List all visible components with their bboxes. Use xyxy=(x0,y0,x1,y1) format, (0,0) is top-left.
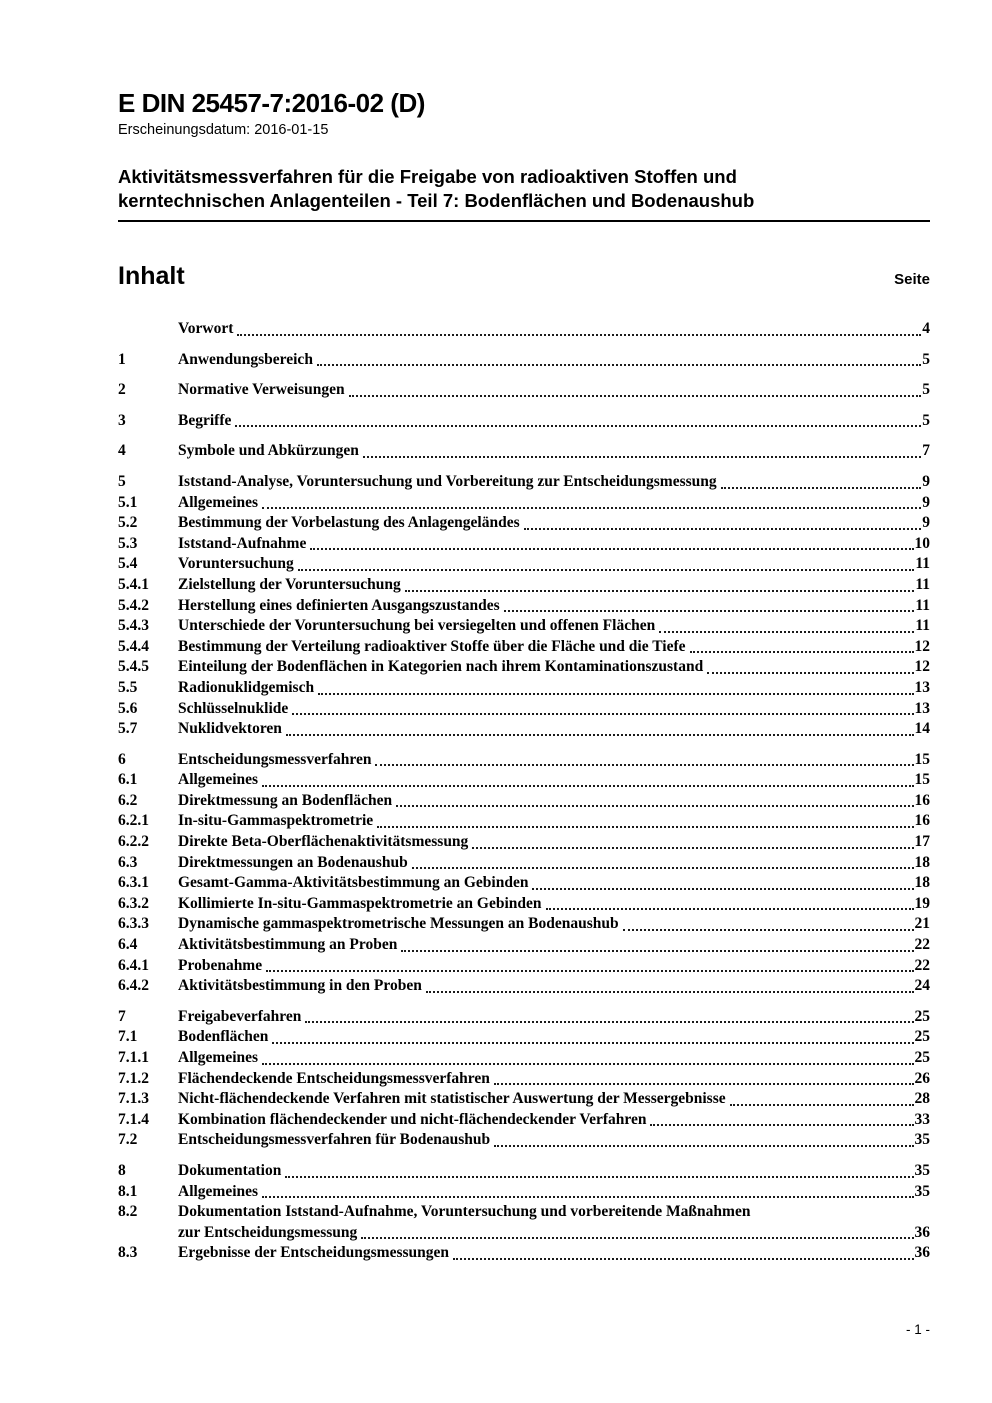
toc-entry-title: Nuklidvektoren xyxy=(178,720,282,738)
toc-dot-leader xyxy=(650,1110,913,1127)
toc-entry-page: 11 xyxy=(915,596,930,614)
toc-dot-leader xyxy=(262,770,913,787)
toc-entry-page: 22 xyxy=(914,936,930,954)
toc-entry-number: 6.3.3 xyxy=(118,915,149,933)
toc-entry-title: Entscheidungsmessverfahren xyxy=(178,750,372,768)
toc-row[interactable] xyxy=(118,1182,930,1203)
toc-row[interactable] xyxy=(118,750,930,771)
toc-entry-page: 13 xyxy=(914,699,930,717)
toc-entry-title: Kollimierte In-situ-Gammaspektrometrie an Gebinden xyxy=(178,894,542,912)
toc-dot-leader xyxy=(361,1223,913,1240)
toc-dot-leader xyxy=(375,750,913,767)
toc-entry-title: Dynamische gammaspektrometrische Messungen an Bodenaushub xyxy=(178,915,619,933)
toc-entry-title: Gesamt-Gamma-Aktivitätsbestimmung an Gebinden xyxy=(178,874,529,892)
toc-entry-number: 1 xyxy=(118,350,126,368)
toc-row[interactable] xyxy=(118,719,930,740)
toc-row[interactable] xyxy=(118,1027,930,1048)
toc-entry-page: 26 xyxy=(914,1069,930,1087)
toc-dot-leader xyxy=(494,1130,913,1147)
toc-dot-leader xyxy=(453,1243,913,1260)
toc-entry-title: Vorwort xyxy=(178,320,234,337)
toc-row[interactable] xyxy=(118,873,930,894)
toc-entry-number: 6.4.1 xyxy=(118,956,149,974)
toc-entry-number: 6.1 xyxy=(118,771,138,789)
toc-entry-page: 15 xyxy=(914,750,930,768)
toc-entry-page: 18 xyxy=(914,874,930,892)
toc-entry-title: Freigabeverfahren xyxy=(178,1007,302,1025)
toc-entry-title: Bestimmung der Verteilung radioaktiver Stoffe über die Fläche und die Tiefe xyxy=(178,637,686,655)
toc-row[interactable] xyxy=(118,1048,930,1069)
toc-entry-page: 5 xyxy=(922,350,930,368)
toc-entry-title: In-situ-Gammaspektrometrie xyxy=(178,812,374,830)
toc-entry-title: Direktmessungen an Bodenaushub xyxy=(178,853,408,871)
publication-date: Erscheinungsdatum: 2016-01-15 xyxy=(118,122,329,138)
toc-heading: Inhalt xyxy=(118,262,185,290)
toc-entry-number: 6.2 xyxy=(118,791,138,809)
toc-entry-number: 8.1 xyxy=(118,1182,138,1200)
toc-dot-leader xyxy=(266,956,913,973)
toc-entry-number: 6.4 xyxy=(118,936,138,954)
footer-page-indicator: - 1 - xyxy=(905,1322,930,1337)
toc-dot-leader xyxy=(272,1027,913,1044)
toc-row[interactable] xyxy=(118,380,930,401)
toc-entry-title: Aktivitätsbestimmung an Proben xyxy=(178,936,398,954)
toc-entry-title: Normative Verweisungen xyxy=(178,381,345,399)
toc-entry-number: 5.4.1 xyxy=(118,575,149,593)
toc-entry-number: 5 xyxy=(118,472,126,490)
toc-dot-leader xyxy=(730,1089,914,1106)
toc-entry-page: 9 xyxy=(922,472,930,490)
toc-entry-number: 6.3 xyxy=(118,853,138,871)
toc-header xyxy=(118,262,930,291)
toc-entry-title: Allgemeines xyxy=(178,493,259,511)
document-title xyxy=(118,165,930,222)
toc-dot-leader xyxy=(262,493,921,510)
toc-dot-leader xyxy=(235,411,921,428)
toc-dot-leader xyxy=(532,873,913,890)
toc-dot-leader xyxy=(504,596,915,613)
toc-entry-number: 5.4.5 xyxy=(118,658,149,676)
toc-entry-title: Dokumentation xyxy=(178,1161,282,1179)
toc-entry-page: 21 xyxy=(914,915,930,933)
toc-entry-page: 16 xyxy=(914,791,930,809)
toc-entry-title: Iststand-Analyse, Voruntersuchung und Vorbereitung zur Entscheidungsmessung xyxy=(178,472,717,490)
toc-entry-number xyxy=(118,1223,178,1244)
toc-dot-leader xyxy=(721,472,922,489)
toc-dot-leader xyxy=(310,534,913,551)
toc-entry-page: 35 xyxy=(914,1131,930,1149)
toc-entry-page: 18 xyxy=(914,853,930,871)
toc-dot-leader xyxy=(349,380,922,397)
toc-row[interactable] xyxy=(118,554,930,575)
toc-dot-leader xyxy=(237,319,921,336)
toc-entry-page: 13 xyxy=(914,678,930,696)
toc-entry-number: 5.6 xyxy=(118,699,138,717)
toc-entry-number: 4 xyxy=(118,442,126,460)
toc-row[interactable] xyxy=(118,637,930,658)
toc-entry-number: 7.1.3 xyxy=(118,1090,149,1108)
toc-row[interactable] xyxy=(118,832,930,853)
toc-row[interactable] xyxy=(118,811,930,832)
toc-entry-number: 2 xyxy=(118,381,126,399)
toc-dot-leader xyxy=(412,853,914,870)
toc-row[interactable] xyxy=(118,935,930,956)
toc-row[interactable] xyxy=(118,1110,930,1131)
toc-entry-page: 15 xyxy=(914,771,930,789)
toc-entry-page: 11 xyxy=(915,575,930,593)
toc-entry-page: 19 xyxy=(914,894,930,912)
toc-entry-title: Einteilung der Bodenflächen in Kategorien nach ihrem Kontaminationszustand xyxy=(178,658,704,676)
toc-entry-title: Kombination flächendeckender und nicht-flächendeckender Verfahren xyxy=(178,1110,647,1128)
toc-entry-number: 5.4 xyxy=(118,555,138,573)
toc-entry-title: Flächendeckende Entscheidungsmessverfahren xyxy=(178,1069,490,1087)
toc-row[interactable] xyxy=(118,1007,930,1028)
toc-dot-leader xyxy=(396,791,913,808)
toc-entry-number: 7.1 xyxy=(118,1028,138,1046)
toc-dot-leader xyxy=(317,350,921,367)
toc-entry-title: Radionuklidgemisch xyxy=(178,678,315,696)
toc-row[interactable] xyxy=(118,1130,930,1151)
toc-row[interactable] xyxy=(118,976,930,997)
toc-list xyxy=(118,319,930,1264)
toc-entry-page: 36 xyxy=(914,1223,930,1241)
toc-entry-title: Nicht-flächendeckende Verfahren mit statistischer Auswertung der Messergebnisse xyxy=(178,1090,726,1108)
toc-entry-page: 35 xyxy=(914,1182,930,1200)
toc-row[interactable] xyxy=(118,1243,930,1264)
toc-entry-page: 16 xyxy=(914,812,930,830)
toc-dot-leader xyxy=(285,1161,913,1178)
toc-entry-number: 7.2 xyxy=(118,1131,138,1149)
toc-entry-page: 12 xyxy=(914,658,930,676)
toc-row[interactable] xyxy=(118,1202,930,1223)
toc-entry-title: Dokumentation Iststand-Aufnahme, Voruntersuchung und vorbereitende Maßnahmen xyxy=(178,1203,751,1221)
toc-entry-title: Bodenflächen xyxy=(178,1028,269,1046)
toc-entry-number xyxy=(118,319,178,340)
toc-entry-number: 5.4.2 xyxy=(118,596,149,614)
toc-entry-number: 5.1 xyxy=(118,493,138,511)
toc-entry-page: 28 xyxy=(914,1090,930,1108)
toc-entry-title: Ergebnisse der Entscheidungsmessungen xyxy=(178,1244,450,1262)
toc-entry-number: 6.2.1 xyxy=(118,812,149,830)
toc-entry-page: 12 xyxy=(914,637,930,655)
toc-entry-title: Anwendungsbereich xyxy=(178,350,313,368)
toc-entry-page: 11 xyxy=(915,555,930,573)
document-title-line2: kerntechnischen Anlagenteilen - Teil 7: Bodenflächen und Bodenaushub xyxy=(118,190,755,211)
toc-entry-number: 6.3.1 xyxy=(118,874,149,892)
toc-entry-number: 6.3.2 xyxy=(118,894,149,912)
toc-row[interactable] xyxy=(118,596,930,617)
toc-row[interactable] xyxy=(118,513,930,534)
toc-entry-page: 5 xyxy=(922,411,930,429)
toc-entry-page: 9 xyxy=(922,514,930,532)
toc-entry-page: 35 xyxy=(914,1161,930,1179)
toc-entry-title: Unterschiede der Voruntersuchung bei versiegelten und offenen Flächen xyxy=(178,617,656,635)
toc-dot-leader xyxy=(305,1007,913,1024)
toc-row[interactable] xyxy=(118,678,930,699)
toc-dot-leader xyxy=(292,699,913,716)
toc-entry-page: 11 xyxy=(915,617,930,635)
toc-dot-leader xyxy=(472,832,913,849)
toc-entry-page: 33 xyxy=(914,1110,930,1128)
toc-dot-leader xyxy=(524,513,922,530)
toc-entry-number: 6 xyxy=(118,750,126,768)
toc-entry-title: zur Entscheidungsmessung xyxy=(178,1223,358,1241)
toc-entry-page: 24 xyxy=(914,977,930,995)
toc-row[interactable] xyxy=(118,319,930,340)
toc-row[interactable] xyxy=(118,534,930,555)
toc-row[interactable] xyxy=(118,472,930,493)
toc-dot-leader xyxy=(262,1048,913,1065)
toc-dot-leader xyxy=(707,657,913,674)
toc-entry-page: 25 xyxy=(914,1028,930,1046)
toc-entry-page: 10 xyxy=(914,534,930,552)
toc-entry-number: 3 xyxy=(118,411,126,429)
toc-entry-number: 8.2 xyxy=(118,1203,138,1221)
toc-entry-number: 5.3 xyxy=(118,534,138,552)
toc-row[interactable] xyxy=(118,350,930,371)
toc-row[interactable] xyxy=(118,411,930,432)
toc-entry-number: 5.4.3 xyxy=(118,617,149,635)
toc-dot-leader xyxy=(262,1182,913,1199)
toc-entry-title: Begriffe xyxy=(178,411,232,429)
toc-entry-title: Schlüsselnuklide xyxy=(178,699,289,717)
toc-dot-leader xyxy=(546,894,914,911)
toc-entry-title: Herstellung eines definierten Ausgangszustandes xyxy=(178,596,500,614)
toc-dot-leader xyxy=(494,1069,914,1086)
document-title-line1: Aktivitätsmessverfahren für die Freigabe von radioaktiven Stoffen und xyxy=(118,166,737,187)
toc-entry-title: Voruntersuchung xyxy=(178,555,294,573)
toc-entry-page: 25 xyxy=(914,1007,930,1025)
toc-dot-leader xyxy=(405,575,915,592)
toc-row[interactable] xyxy=(118,1161,930,1182)
toc-dot-leader xyxy=(377,811,913,828)
toc-entry-page: 5 xyxy=(922,381,930,399)
toc-dot-leader xyxy=(623,914,914,931)
toc-row[interactable] xyxy=(118,657,930,678)
toc-dot-leader xyxy=(401,935,913,952)
toc-row[interactable] xyxy=(118,575,930,596)
toc-row[interactable] xyxy=(118,1069,930,1090)
toc-entry-page: 17 xyxy=(914,833,930,851)
toc-entry-number: 7.1.2 xyxy=(118,1069,149,1087)
toc-row[interactable] xyxy=(118,791,930,812)
toc-dot-leader xyxy=(690,637,914,654)
toc-entry-title: Allgemeines xyxy=(178,1182,259,1200)
toc-dot-leader xyxy=(659,616,914,633)
toc-entry-title: Iststand-Aufnahme xyxy=(178,534,307,552)
toc-entry-title: Direkte Beta-Oberflächenaktivitätsmessung xyxy=(178,833,469,851)
toc-entry-title: Allgemeines xyxy=(178,771,259,789)
toc-row[interactable] xyxy=(118,699,930,720)
toc-entry-title: Symbole und Abkürzungen xyxy=(178,442,359,460)
toc-entry-number: 6.4.2 xyxy=(118,977,149,995)
toc-entry-title: Bestimmung der Vorbelastung des Anlagengeländes xyxy=(178,514,520,532)
toc-dot-leader xyxy=(318,678,913,695)
toc-entry-number: 5.7 xyxy=(118,720,138,738)
toc-entry-page: 14 xyxy=(914,720,930,738)
toc-entry-page: 36 xyxy=(914,1244,930,1262)
toc-row[interactable] xyxy=(118,493,930,514)
toc-dot-leader xyxy=(298,554,915,571)
toc-entry-page: 7 xyxy=(922,442,930,460)
toc-entry-number: 8.3 xyxy=(118,1244,138,1262)
toc-entry-number: 5.5 xyxy=(118,678,138,696)
toc-row[interactable] xyxy=(118,1089,930,1110)
toc-entry-page: 9 xyxy=(922,493,930,511)
toc-entry-title: Allgemeines xyxy=(178,1049,259,1066)
toc-entry-title: Direktmessung an Bodenflächen xyxy=(178,791,393,809)
toc-row[interactable] xyxy=(118,894,930,915)
toc-entry-page: 25 xyxy=(914,1049,930,1066)
toc-row[interactable] xyxy=(118,770,930,791)
page-column-label: Seite xyxy=(894,271,930,288)
toc-entry-title: Zielstellung der Voruntersuchung xyxy=(178,575,401,593)
toc-entry-title: Probenahme xyxy=(178,956,263,974)
toc-entry-number: 7.1.4 xyxy=(118,1110,149,1128)
toc-dot-leader xyxy=(426,976,914,993)
toc-entry-number: 5.2 xyxy=(118,514,138,532)
toc-row[interactable] xyxy=(118,616,930,637)
toc-dot-leader xyxy=(286,719,914,736)
toc-entry-number: 6.2.2 xyxy=(118,833,149,851)
toc-row[interactable] xyxy=(118,914,930,935)
toc-entry-title: Aktivitätsbestimmung in den Proben xyxy=(178,977,422,995)
toc-entry-number: 5.4.4 xyxy=(118,637,149,655)
toc-entry-number: 7.1.1 xyxy=(118,1049,149,1066)
toc-entry-number: 8 xyxy=(118,1161,126,1179)
toc-entry-number: 7 xyxy=(118,1007,126,1025)
toc-dot-leader xyxy=(363,441,921,458)
toc-row-continuation[interactable] xyxy=(118,1223,930,1244)
toc-row[interactable] xyxy=(118,441,930,462)
document-number: E DIN 25457-7:2016-02 (D) xyxy=(118,88,425,118)
toc-entry-title: Entscheidungsmessverfahren für Bodenaushub xyxy=(178,1131,491,1149)
toc-entry-page: 22 xyxy=(914,956,930,974)
toc-entry-page: 4 xyxy=(922,320,930,337)
toc-row[interactable] xyxy=(118,853,930,874)
toc-row[interactable] xyxy=(118,956,930,977)
